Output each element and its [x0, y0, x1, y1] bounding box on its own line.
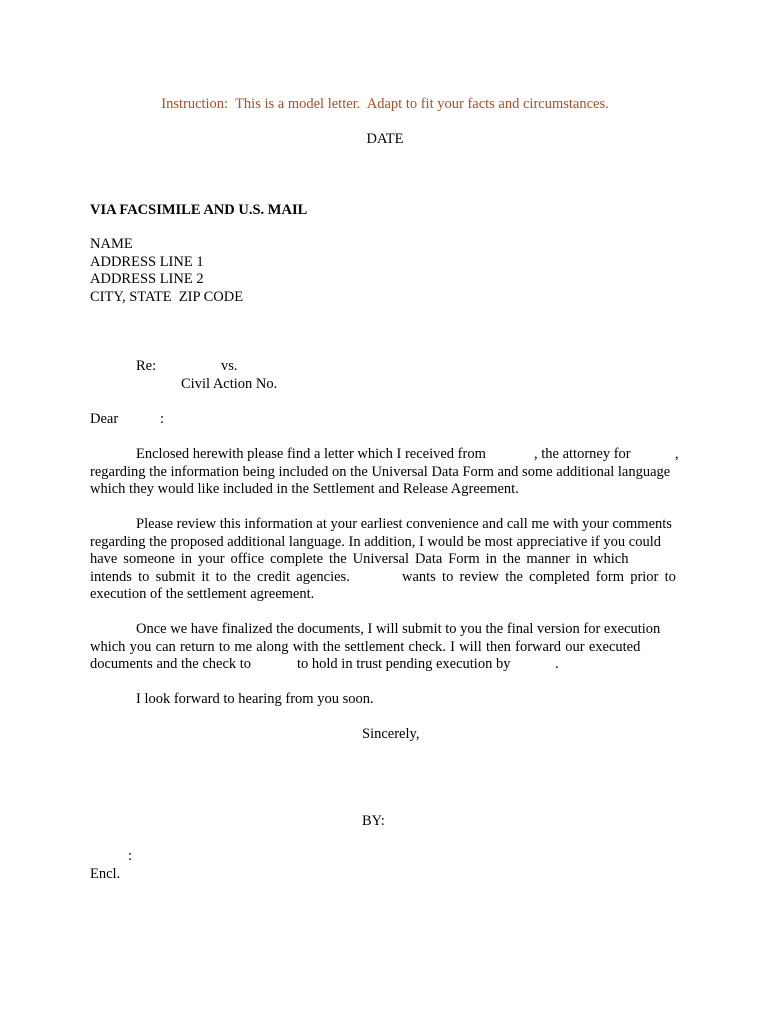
- re-vs: vs.: [221, 358, 238, 374]
- paragraph-1-line-2: regarding the information being included on the Universal Data Form and some additional language: [90, 464, 671, 480]
- paragraph-4: I look forward to hearing from you soon.: [136, 691, 374, 707]
- paragraph-1-line-1a: Enclosed herewith please find a letter which I received from: [136, 446, 486, 462]
- recipient-address-line-2: ADDRESS LINE 2: [90, 271, 204, 287]
- paragraph-3-line-2: which you can return to me along with the settlement check. I will then forward our executed: [90, 639, 641, 655]
- paragraph-1-line-1c: ,: [675, 446, 679, 462]
- typist-initials-colon: :: [128, 848, 133, 864]
- signature-by: BY:: [362, 813, 385, 829]
- paragraph-2-line-5: execution of the settlement agreement.: [90, 586, 315, 602]
- salutation-colon: :: [160, 411, 165, 427]
- recipient-name: NAME: [90, 236, 133, 252]
- delivery-method: VIA FACSIMILE AND U.S. MAIL: [90, 202, 308, 218]
- paragraph-1-line-3: which they would like included in the Settlement and Release Agreement.: [90, 481, 519, 497]
- enclosure-note: Encl.: [90, 866, 121, 882]
- paragraph-2-line-4a: intends to submit it to the credit agencies.: [90, 569, 350, 585]
- civil-action-number: Civil Action No.: [181, 376, 278, 392]
- paragraph-1-line-1b: , the attorney for: [534, 446, 631, 462]
- paragraph-2-line-3: have someone in your office complete the Universal Data Form in the manner in which: [90, 551, 629, 567]
- recipient-address-line-1: ADDRESS LINE 1: [90, 254, 204, 270]
- salutation-dear: Dear: [90, 411, 119, 427]
- recipient-city-state-zip: CITY, STATE ZIP CODE: [90, 289, 244, 305]
- closing-sincerely: Sincerely,: [362, 726, 420, 742]
- paragraph-2-line-1: Please review this information at your earliest convenience and call me with your comments: [136, 516, 672, 532]
- re-label: Re:: [136, 358, 157, 374]
- paragraph-2-line-2: regarding the proposed additional language. In addition, I would be most appreciative if you could: [90, 534, 661, 550]
- paragraph-3-line-3b: to hold in trust pending execution by: [297, 656, 511, 672]
- paragraph-2-line-4b: wants to review the completed form prior to: [402, 569, 676, 585]
- paragraph-3-line-1: Once we have finalized the documents, I will submit to you the final version for execution: [136, 621, 661, 637]
- paragraph-3-line-3c: .: [555, 656, 559, 672]
- paragraph-3-line-3a: documents and the check to: [90, 656, 252, 672]
- instruction-note: Instruction: This is a model letter. Adapt to fit your facts and circumstances.: [161, 96, 609, 112]
- letter-date: DATE: [366, 131, 404, 147]
